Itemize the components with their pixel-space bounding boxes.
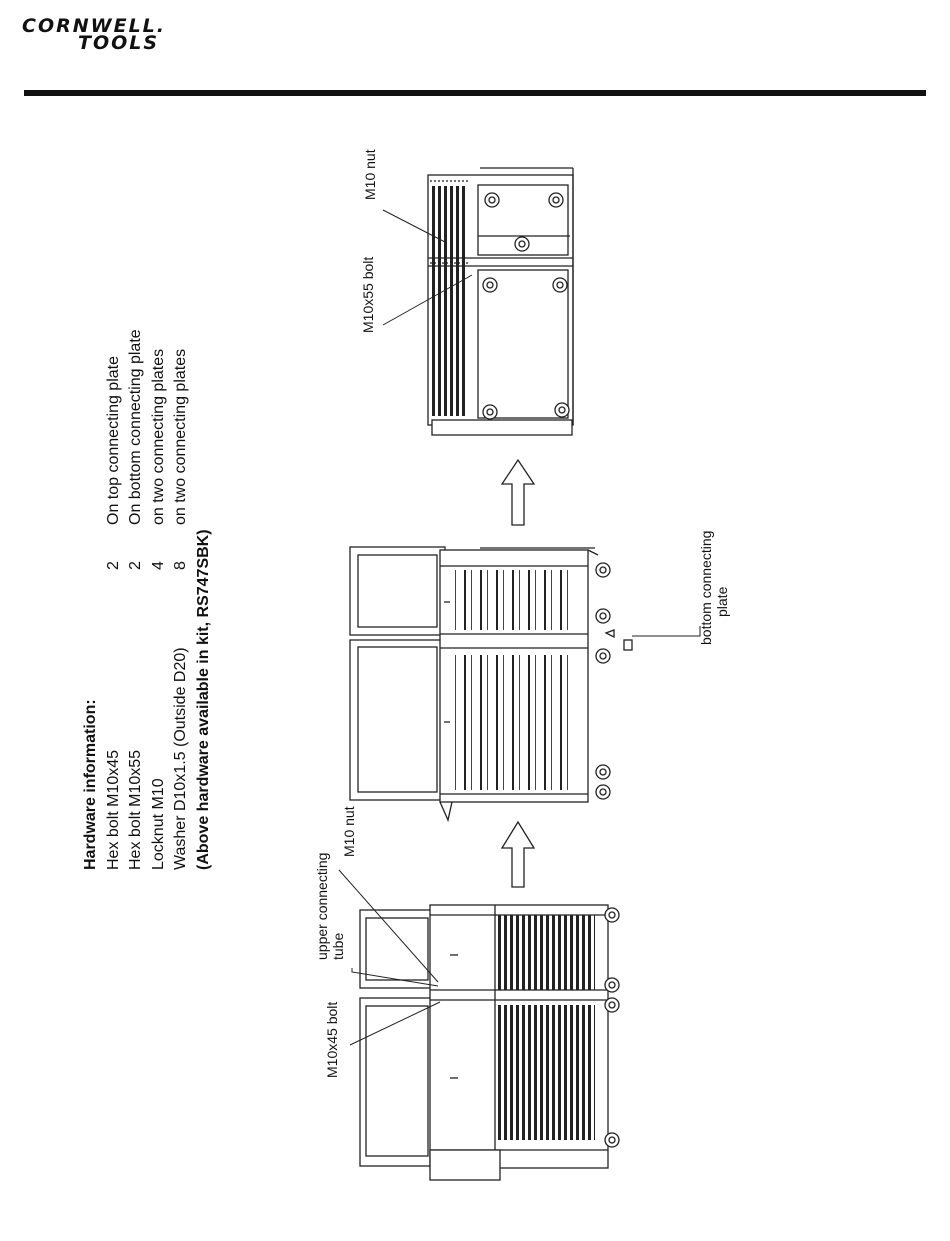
hardware-item-name: Locknut M10 [149, 778, 167, 870]
hardware-kit-note: (Above hardware available in kit, RS747SBK) [194, 529, 212, 870]
hardware-item-name: Hex bolt M10x55 [126, 749, 144, 870]
callout-upper-connecting-tube [314, 853, 346, 960]
hardware-item-location: On top connecting plate [104, 355, 122, 525]
callout-line: tube [330, 932, 346, 960]
callout-bottom-connecting-plate [698, 531, 730, 645]
hardware-item-qty: 2 [126, 561, 144, 570]
top-cabinet-drawing [428, 168, 573, 435]
hardware-item-location: on two connecting plates [171, 348, 189, 525]
callout-m10-nut-left: M10 nut [341, 806, 357, 857]
callout-line: plate [714, 586, 730, 617]
callout-m10-nut-top: M10 nut [362, 149, 378, 200]
hardware-heading: Hardware information: [82, 699, 99, 870]
callout-m10x55-bolt: M10x55 bolt [360, 256, 376, 333]
hardware-item-qty: 8 [171, 561, 189, 570]
up-arrow-icon [502, 822, 534, 887]
hardware-item-location: on two connecting plates [149, 348, 167, 525]
hardware-item-qty: 4 [149, 561, 167, 570]
callout-m10x45-bolt: M10x45 bolt [324, 1001, 340, 1078]
middle-cabinet-drawing [350, 547, 632, 820]
logo-line-1: CORNWELL. [22, 15, 166, 37]
hardware-item-qty: 2 [104, 561, 122, 570]
up-arrow-icon [502, 460, 534, 525]
bottom-cabinet-drawing [360, 905, 619, 1180]
logo-line-2: TOOLS [78, 32, 160, 54]
callout-line: bottom connecting [698, 530, 714, 645]
hardware-item-name: Washer D10x1.5 (Outside D20) [171, 647, 189, 870]
hardware-item-name: Hex bolt M10x45 [104, 749, 122, 870]
leader-line [632, 626, 700, 636]
hardware-item-location: On bottom connecting plate [126, 329, 144, 525]
callout-line: upper connecting [314, 852, 330, 960]
